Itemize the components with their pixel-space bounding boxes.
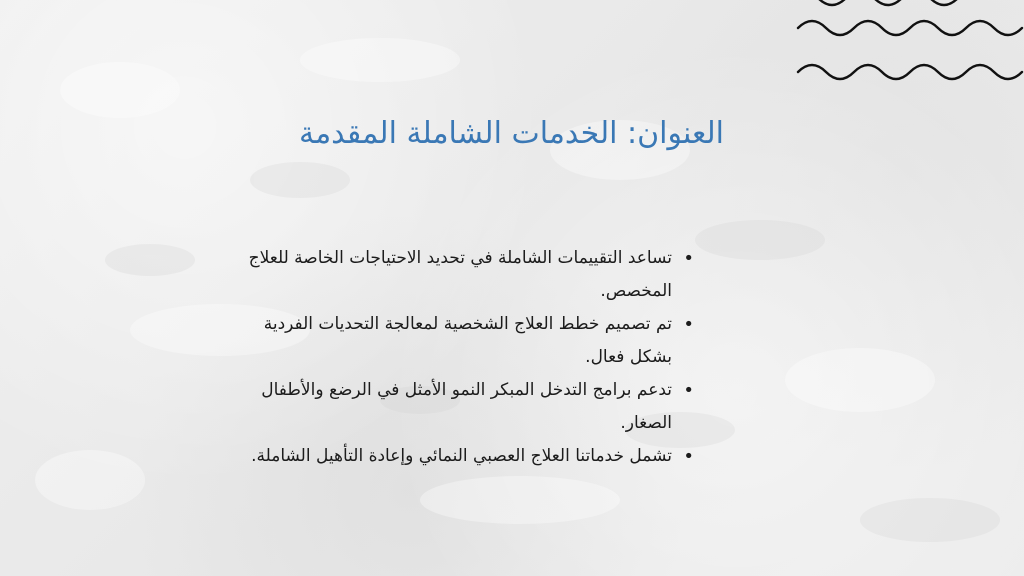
slide-title: العنوان: الخدمات الشاملة المقدمة [299, 116, 724, 151]
list-item: • تم تصميم خطط العلاج الشخصية لمعالجة التحديات الفردية بشكل فعال. [232, 308, 672, 374]
list-item: • تساعد التقييمات الشاملة في تحديد الاحتياجات الخاصة للعلاج المخصص. [232, 242, 672, 308]
bullet-list [232, 242, 694, 473]
list-item: • تشمل خدماتنا العلاج العصبي النمائي وإعادة التأهيل الشاملة. [232, 440, 672, 473]
wavy-lines-icon [790, 0, 1024, 100]
list-item: • تدعم برامج التدخل المبكر النمو الأمثل في الرضع والأطفال الصغار. [232, 374, 672, 440]
